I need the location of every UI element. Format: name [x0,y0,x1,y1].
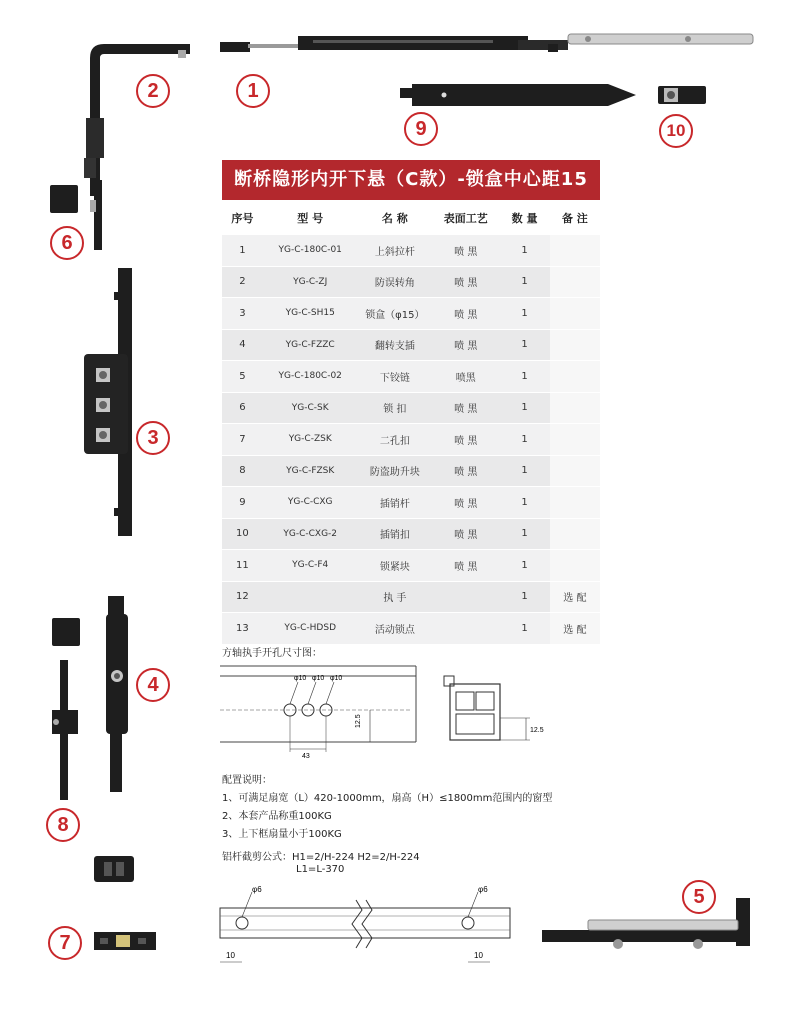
cell-name: 防误转角 [358,266,432,298]
cell-model: YG-C-CXG-2 [263,518,358,550]
cell-remark [550,235,600,267]
formula-line-2: L1=L-370 [296,864,345,875]
part-6-drawing [88,180,106,250]
cell-index: 8 [222,455,263,487]
cell-finish: 喷 黑 [432,266,499,298]
part-8-drawing [44,660,84,800]
callout-1: 1 [236,74,270,108]
cut-dim-phi-a: φ6 [252,885,262,894]
cell-index: 9 [222,487,263,519]
callout-7: 7 [48,926,82,960]
cell-model: YG-C-ZSK [263,424,358,456]
cell-name: 活动锁点 [358,613,432,644]
cell-finish: 喷 黑 [432,329,499,361]
cell-remark [550,455,600,487]
callout-4: 4 [136,668,170,702]
dim-phi-3: φ10 [330,675,343,682]
dim-43: 43 [302,753,310,760]
cell-model: YG-C-FZZC [263,329,358,361]
profile-cross-section [440,664,550,754]
notes-line-2: 2、本套产品称重100KG [222,811,332,822]
cell-name: 二孔扣 [358,424,432,456]
cell-name: 上斜拉杆 [358,235,432,267]
table-header-row [222,202,600,235]
cell-finish: 喷 黑 [432,455,499,487]
cell-qty: 1 [499,487,549,519]
cell-finish: 喷 黑 [432,550,499,582]
table-row [222,581,600,613]
cell-name: 锁紧块 [358,550,432,582]
table-row [222,298,600,330]
cut-dim-10a: 10 [226,951,235,960]
header-remark: 备 注 [550,202,600,235]
table-row [222,613,600,644]
part-7-drawing [92,928,158,954]
cell-qty: 1 [499,392,549,424]
cell-name: 执 手 [358,581,432,613]
part-1-drawing [218,28,758,64]
dim-vertical-2: 12.5 [530,727,544,734]
cell-model: YG-C-SH15 [263,298,358,330]
cell-index: 11 [222,550,263,582]
callout-9: 9 [404,112,438,146]
formula-line-1: 铝杆截剪公式：H1=2/H-224 H2=2/H-224 [222,852,420,863]
dim-phi-1: φ10 [294,675,307,682]
callout-2: 2 [136,74,170,108]
cell-remark [550,487,600,519]
callout-10: 10 [659,114,693,148]
cell-model: YG-C-ZJ [263,266,358,298]
cross-section-svg [440,664,550,754]
cell-name: 下铰链 [358,361,432,393]
cell-qty: 1 [499,298,549,330]
cell-finish: 喷 黑 [432,298,499,330]
cell-index: 12 [222,581,263,613]
part-6-strip [88,180,106,250]
callout-8: 8 [46,808,80,842]
spec-table [222,202,600,644]
part-3-drawing [78,268,148,536]
cell-qty: 1 [499,235,549,267]
part-8-anti-theft-block [44,660,84,800]
header-index: 序号 [222,202,263,235]
cell-qty: 1 [499,550,549,582]
cell-model [263,581,358,613]
cell-qty: 1 [499,266,549,298]
hole-drawing-profile [220,660,420,760]
cell-remark [550,266,600,298]
cut-drawing-svg [206,880,522,970]
cell-qty: 1 [499,613,549,644]
cell-model: YG-C-180C-01 [263,235,358,267]
header-model: 型 号 [263,202,358,235]
part-7-two-hole-catch [92,854,136,884]
part-10-drawing [656,82,708,108]
cell-finish [432,613,499,644]
cell-name: 插销杆 [358,487,432,519]
cut-drawing [206,880,522,970]
part-8-catch-small [52,618,80,646]
cell-finish: 喷黑 [432,361,499,393]
part-7-plate [92,928,158,954]
cell-qty: 1 [499,329,549,361]
cell-finish: 喷 黑 [432,235,499,267]
cell-remark [550,424,600,456]
cell-index: 13 [222,613,263,644]
cell-model: YG-C-F4 [263,550,358,582]
dim-phi-2: φ10 [312,675,325,682]
table-row [222,361,600,393]
cell-name: 锁盒（φ15） [358,298,432,330]
notes-line-1: 1、可满足扇宽（L）420-1000mm，扇高（H）≤1800mm范围内的窗型 [222,793,553,804]
cell-qty: 1 [499,455,549,487]
part-1-top-tilt-rod [218,28,758,64]
part-3-lock-box [78,268,148,536]
cell-index: 7 [222,424,263,456]
table-row [222,329,600,361]
cell-index: 6 [222,392,263,424]
spec-table-body [222,235,600,644]
table-row [222,392,600,424]
cell-remark: 选 配 [550,613,600,644]
cell-index: 1 [222,235,263,267]
part-7-top-drawing [92,854,136,884]
cell-model: YG-C-180C-02 [263,361,358,393]
part-2-drawing [78,38,198,198]
part-4-flip-support [96,594,136,794]
cell-model: YG-C-FZSK [263,455,358,487]
part-9-drawing [398,80,638,110]
config-notes [222,772,552,844]
cell-name: 锁 扣 [358,392,432,424]
hole-drawing-label: 方轴执手开孔尺寸图： [222,648,322,659]
cell-remark [550,298,600,330]
notes-heading: 配置说明： [222,775,272,786]
cut-dim-phi-b: φ6 [478,885,488,894]
cell-finish: 喷 黑 [432,424,499,456]
cell-index: 4 [222,329,263,361]
cell-remark [550,518,600,550]
table-row [222,424,600,456]
cell-finish: 喷 黑 [432,518,499,550]
cell-name: 翻转支插 [358,329,432,361]
cell-qty: 1 [499,361,549,393]
callout-5: 5 [682,880,716,914]
part-4-drawing [96,594,136,794]
cell-model: YG-C-CXG [263,487,358,519]
cell-remark [550,329,600,361]
cell-index: 3 [222,298,263,330]
header-finish: 表面工艺 [432,202,499,235]
cell-index: 10 [222,518,263,550]
part-6-lock-catch [50,185,78,213]
cell-index: 5 [222,361,263,393]
table-row [222,235,600,267]
table-row [222,455,600,487]
cell-finish: 喷 黑 [432,392,499,424]
cell-qty: 1 [499,581,549,613]
cell-qty: 1 [499,424,549,456]
table-row [222,266,600,298]
cell-name: 插销扣 [358,518,432,550]
part-5-drawing [538,896,758,956]
cell-remark [550,361,600,393]
callout-6: 6 [50,226,84,260]
header-qty: 数 量 [499,202,549,235]
header-name: 名 称 [358,202,432,235]
cell-model: YG-C-SK [263,392,358,424]
cell-finish: 喷 黑 [432,487,499,519]
part-10-plug-catch [656,82,708,108]
cell-name: 防盗助升块 [358,455,432,487]
dim-vertical-1: 12.5 [355,714,362,728]
cell-remark [550,392,600,424]
table-row [222,487,600,519]
part-9-plug-rod [398,80,638,110]
cell-finish [432,581,499,613]
cell-model: YG-C-HDSD [263,613,358,644]
spec-title: 断桥隐形内开下悬（C款）-锁盒中心距15 [222,160,600,200]
table-row [222,518,600,550]
cell-remark: 选 配 [550,581,600,613]
callout-3: 3 [136,421,170,455]
table-row [222,550,600,582]
part-2-corner [78,38,198,198]
cell-remark [550,550,600,582]
cut-dim-10b: 10 [474,951,483,960]
part-5-lower-hinge [538,896,758,956]
notes-line-3: 3、上下框扇量小于100KG [222,829,342,840]
cell-qty: 1 [499,518,549,550]
cell-index: 2 [222,266,263,298]
hole-drawing-svg [220,660,420,760]
